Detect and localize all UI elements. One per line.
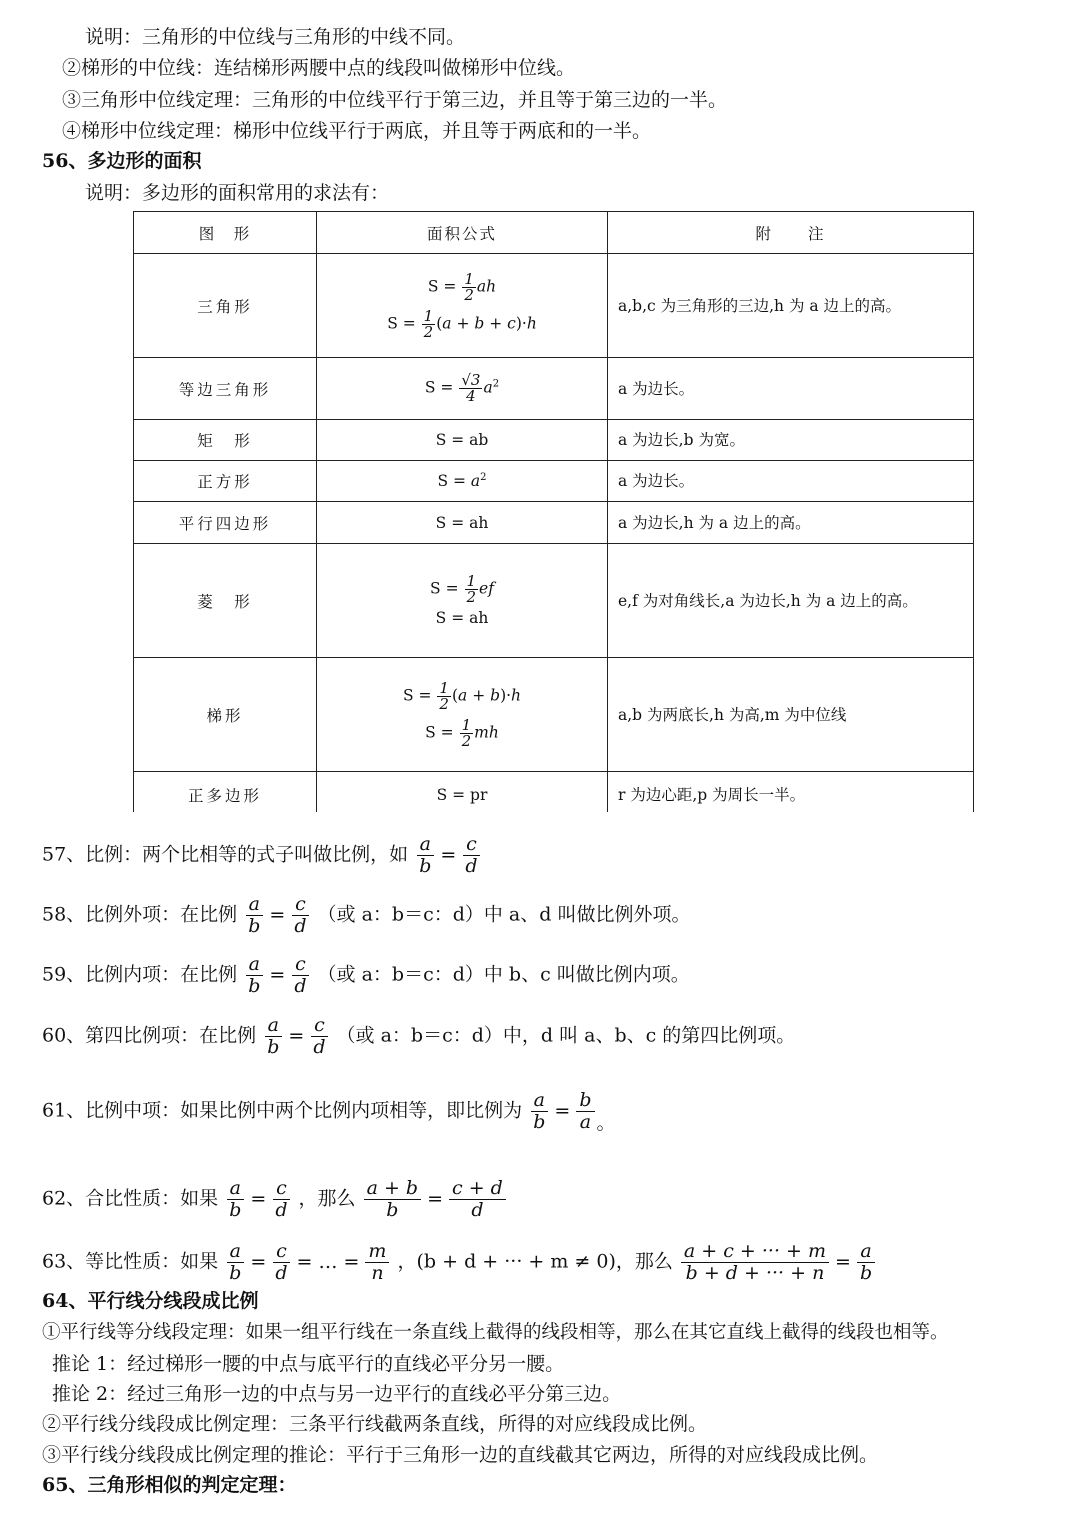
row-parallelogram-note: a 为边长,h 为 a 边上的高。	[608, 502, 974, 544]
row-equilateral-shape: 等边三角形	[134, 358, 317, 420]
item-60-text-a: 60、第四比例项：在比例	[42, 1024, 257, 1047]
item-61: 61、比例中项：如果比例中两个比例内项相等，即比例为 $\frac{a}{b}$ = $\frac{b}{a}$ 。	[42, 1089, 616, 1134]
item-59-text-b: （或 a：b＝c：d）中 b、c 叫做比例内项。	[317, 963, 690, 986]
header-shape: 图 形	[134, 212, 317, 254]
fraction-a-over-b: $\frac{a}{b}$	[416, 834, 434, 877]
table-row	[134, 461, 974, 502]
item-63-text-a: 63、等比性质：如果	[42, 1250, 219, 1273]
row-rectangle-shape: 矩 形	[134, 420, 317, 461]
item-58-text-b: （或 a：b＝c：d）中 a、d 叫做比例外项。	[317, 903, 691, 926]
item-57-text: 57、比例：两个比相等的式子叫做比例，如	[42, 843, 409, 866]
item-64-corollary-2: 推论 2：经过三角形一边的中点与另一边平行的直线必平分第三边。	[52, 1383, 622, 1405]
note-midline-difference: 说明：三角形的中位线与三角形的中线不同。	[85, 26, 466, 48]
table-row	[134, 358, 974, 420]
section-65-title: 65、三角形相似的判定定理：	[42, 1474, 297, 1496]
table-row	[134, 544, 974, 658]
item-59-text-a: 59、比例内项：在比例	[42, 963, 238, 986]
item-60-text-b: （或 a：b＝c：d）中，d 叫 a、b、c 的第四比例项。	[336, 1024, 796, 1047]
item-64-3: ③平行线分线段成比例定理的推论：平行于三角形一边的直线截其它两边，所得的对应线段成比例。	[42, 1444, 879, 1466]
item-64-2: ②平行线分线段成比例定理：三条平行线截两条直线，所得的对应线段成比例。	[42, 1413, 708, 1435]
item-58-text-a: 58、比例外项：在比例	[42, 903, 238, 926]
row-rhombus-shape: 菱 形	[134, 544, 317, 658]
table-row	[134, 502, 974, 544]
row-rectangle-note: a 为边长,b 为宽。	[608, 420, 974, 461]
item-59: 59、比例内项：在比例 $\frac{a}{b}$ = $\frac{c}{d}$ （或 a：b＝c：d）中 b、c 叫做比例内项。	[42, 953, 690, 997]
item-61-end: 。	[596, 1111, 616, 1134]
row-trapezoid-note: a,b 为两底长,h 为高,m 为中位线	[608, 658, 974, 772]
row-square-formula: $S = a^2$	[317, 461, 608, 502]
header-note: 附 注	[608, 212, 974, 254]
item-64-corollary-1: 推论 1：经过梯形一腰的中点与底平行的直线必平分另一腰。	[52, 1353, 565, 1375]
fraction-c-over-d: $\frac{c}{d}$	[462, 834, 480, 877]
row-triangle-note: a,b,c 为三角形的三边,h 为 a 边上的高。	[608, 254, 974, 358]
section-56-title: 56、多边形的面积	[42, 150, 202, 172]
item-62-text-a: 62、合比性质：如果	[42, 1187, 219, 1210]
row-rhombus-formula-2: S = ah	[435, 609, 489, 628]
row-square-note: a 为边长。	[608, 461, 974, 502]
row-rhombus-note: e,f 为对角线长,a 为边长,h 为 a 边上的高。	[608, 544, 974, 658]
item-63: 63、等比性质：如果 $\frac{a}{b}$ = $\frac{c}{d}$ = … = $\frac{m}{n}$ ，(b + d + ··· + m ≠ 0)，那么 $\frac{a + c + \cdot\cdot\cdot + m}{b + d + \cdot\cdot\cdot + n}$ = $\frac{a}{b}$	[42, 1241, 877, 1284]
table-cut-edge	[120, 812, 990, 832]
item-58: 58、比例外项：在比例 $\frac{a}{b}$ = $\frac{c}{d}$ （或 a：b＝c：d）中 a、d 叫做比例外项。	[42, 893, 691, 937]
row-square-shape: 正方形	[134, 461, 317, 502]
section-64-title: 64、平行线分线段成比例	[42, 1290, 259, 1312]
trapezoid-midline-definition: ②梯形的中位线：连结梯形两腰中点的线段叫做梯形中位线。	[62, 57, 576, 79]
row-equilateral-formula: S = $\frac{√3}{4}$ $a^2$	[317, 358, 608, 420]
item-61-text: 61、比例中项：如果比例中两个比例内项相等，即比例为	[42, 1099, 523, 1122]
table-row	[134, 254, 974, 358]
row-parallelogram-formula: S = ah	[317, 502, 608, 544]
item-62: 62、合比性质：如果 $\frac{a}{b}$ = $\frac{c}{d}$ ，那么 $\frac{a + b}{b}$ = $\frac{c + d}{d}$	[42, 1178, 508, 1221]
row-triangle-formula: S = $\frac{1}{2}$ ah S = $\frac{1}{2}$ (a + b + c)·h	[317, 254, 608, 358]
header-formula: 面积公式	[317, 212, 608, 254]
item-63-text-b: ，(b + d + ··· + m ≠ 0)，那么	[397, 1250, 673, 1273]
item-64-1: ①平行线等分线段定理：如果一组平行线在一条直线上截得的线段相等，那么在其它直线上截得的线段也相等。	[42, 1322, 949, 1343]
table-row	[134, 658, 974, 772]
row-rectangle-formula: S = ab	[317, 420, 608, 461]
item-60: 60、第四比例项：在比例 $\frac{a}{b}$ = $\frac{c}{d}$ （或 a：b＝c：d）中，d 叫 a、b、c 的第四比例项。	[42, 1014, 796, 1058]
row-regular-polygon-shape: 正多边形	[134, 772, 317, 818]
table-row	[134, 772, 974, 818]
table-row	[134, 420, 974, 461]
row-triangle-shape: 三角形	[134, 254, 317, 358]
row-equilateral-note: a 为边长。	[608, 358, 974, 420]
row-regular-polygon-formula: S = pr	[317, 772, 608, 818]
row-trapezoid-shape: 梯形	[134, 658, 317, 772]
item-57: 57、比例：两个比相等的式子叫做比例，如 $\frac{a}{b}$ = $\frac{c}{d}$	[42, 834, 483, 877]
trapezoid-midline-theorem: ④梯形中位线定理：梯形中位线平行于两底，并且等于两底和的一半。	[62, 120, 652, 142]
item-62-text-b: ，那么	[298, 1187, 356, 1210]
row-regular-polygon-note: r 为边心距,p 为周长一半。	[608, 772, 974, 818]
row-rhombus-formula: S = $\frac{1}{2}$ ef S = ah	[317, 544, 608, 658]
section-56-note: 说明：多边形的面积常用的求法有：	[85, 182, 390, 204]
row-trapezoid-formula: S = $\frac{1}{2}$ (a + b)·h S = $\frac{1}{2}$ mh	[317, 658, 608, 772]
table-header-row	[134, 212, 974, 254]
area-formula-table	[133, 211, 974, 818]
row-parallelogram-shape: 平行四边形	[134, 502, 317, 544]
triangle-midline-theorem: ③三角形中位线定理：三角形的中位线平行于第三边，并且等于第三边的一半。	[62, 89, 728, 111]
